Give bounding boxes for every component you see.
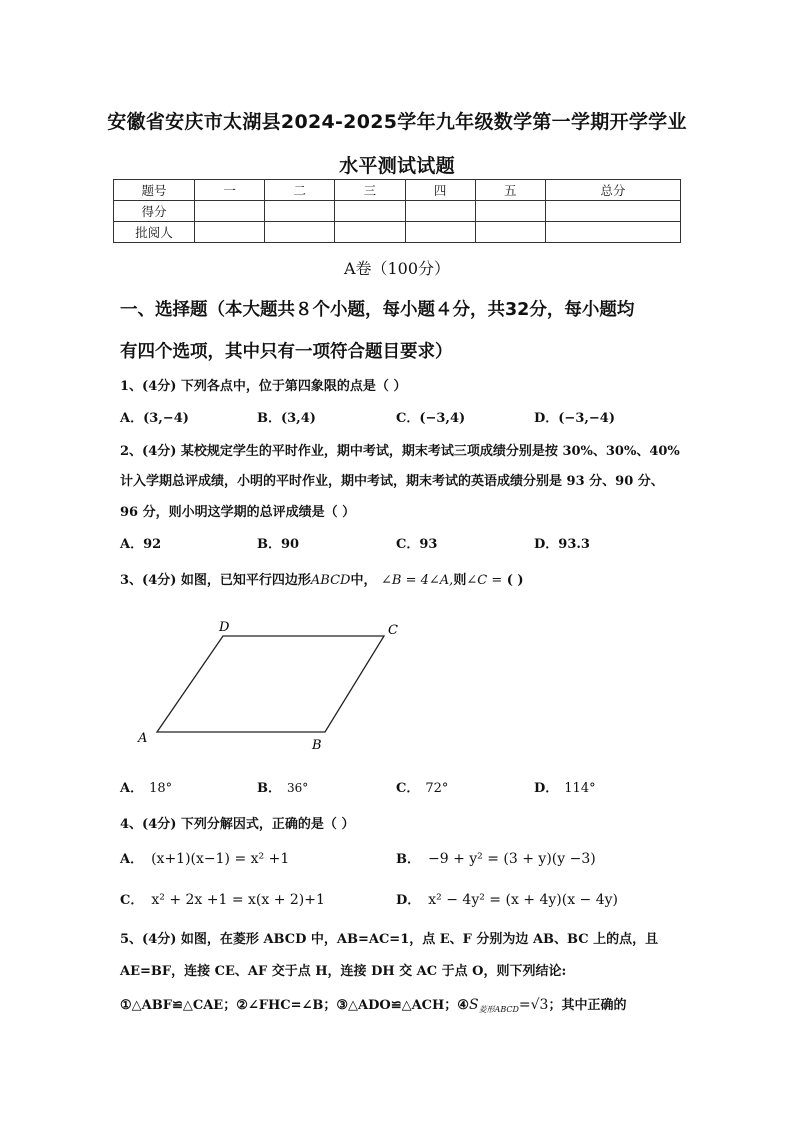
q1-option-b[interactable]: B．(3,4) bbox=[257, 411, 316, 426]
q2-option-b[interactable]: B．90 bbox=[257, 537, 300, 552]
q5-stem-end: ；其中正确的 bbox=[548, 998, 627, 1013]
q1-option-c[interactable]: C．(−3,4) bbox=[396, 411, 466, 426]
q3-condition: ∠B = 4∠A, bbox=[381, 573, 454, 588]
q4-option-c[interactable] bbox=[120, 889, 325, 908]
grader-cell[interactable] bbox=[265, 222, 335, 243]
score-cell[interactable] bbox=[405, 201, 475, 222]
vertex-label-d: D bbox=[219, 620, 230, 635]
q3-stem-mid: 中， bbox=[350, 573, 377, 588]
area-value: =√3 bbox=[518, 997, 549, 1013]
q3-stem-prefix: 3、(4分) 如图，已知平行四边形 bbox=[120, 573, 311, 588]
option-letter: D． bbox=[396, 893, 421, 908]
grader-cell[interactable] bbox=[475, 222, 545, 243]
section1-heading-line1: 一、选择题（本大题共８个小题，每小题４分，共32分，每小题均 bbox=[120, 300, 635, 320]
q3-stem-end: ( ) bbox=[506, 573, 524, 588]
score-cell[interactable] bbox=[265, 201, 335, 222]
q2-stem-line1: 2、(4分) 某校规定学生的平时作业，期中考试，期末考试三项成绩分别是按 30%、30%、40% bbox=[120, 444, 680, 459]
option-letter: C． bbox=[396, 781, 420, 796]
vertex-label-a: A bbox=[138, 731, 148, 746]
score-cell[interactable] bbox=[475, 201, 545, 222]
q2-option-c[interactable]: C．93 bbox=[396, 537, 438, 552]
q2-option-a[interactable]: A．92 bbox=[120, 537, 162, 552]
q2-stem-line3: 96 分，则小明这学期的总评成绩是（ ） bbox=[120, 505, 356, 520]
q5-stem-line2: AE=BF，连接 CE、AF 交于点 H，连接 DH 交 AC 于点 O，则下列结论: bbox=[120, 964, 567, 979]
q1-option-d[interactable]: D．(−3,−4) bbox=[534, 411, 615, 426]
score-header-1: 一 bbox=[195, 180, 265, 201]
score-table-row bbox=[114, 222, 681, 243]
score-table-header-row bbox=[114, 180, 681, 201]
score-cell[interactable] bbox=[195, 201, 265, 222]
grader-cell[interactable] bbox=[195, 222, 265, 243]
q1-option-a[interactable]: A．(3,−4) bbox=[120, 411, 189, 426]
q4-option-a[interactable] bbox=[120, 848, 289, 867]
score-header-2: 二 bbox=[265, 180, 335, 201]
vertex-label-c: C bbox=[388, 623, 398, 638]
score-header-4: 四 bbox=[405, 180, 475, 201]
option-expression: (x+1)(x−1) = x² +1 bbox=[151, 851, 290, 867]
grader-row-label: 批阅人 bbox=[114, 222, 195, 243]
q3-option-c[interactable] bbox=[396, 777, 448, 796]
q1-stem: 1、(4分) 下列各点中，位于第四象限的点是（ ） bbox=[120, 379, 407, 394]
q3-option-b[interactable] bbox=[257, 777, 308, 796]
option-value: 18° bbox=[149, 781, 173, 796]
option-value: 72° bbox=[425, 781, 449, 796]
q5-stem-line1: 5、(4分) 如图，在菱形 ABCD 中，AB=AC=1，点 E、F 分别为边 AB、BC 上的点，且 bbox=[120, 932, 659, 947]
score-header-5: 五 bbox=[475, 180, 545, 201]
option-value: 114° bbox=[564, 781, 596, 796]
grader-cell[interactable] bbox=[545, 222, 680, 243]
document-title-line2: 水平测试试题 bbox=[339, 155, 455, 177]
score-table-row bbox=[114, 201, 681, 222]
option-letter: D． bbox=[534, 781, 559, 796]
volume-label: A卷（100分） bbox=[343, 259, 451, 278]
q3-option-a[interactable] bbox=[120, 777, 172, 796]
score-row-label: 得分 bbox=[114, 201, 195, 222]
q5-stem-line3 bbox=[120, 994, 626, 1015]
parallelogram-figure bbox=[130, 615, 410, 755]
option-letter: A． bbox=[120, 852, 144, 867]
section1-heading-line2: 有四个选项，其中只有一项符合题目要求） bbox=[120, 342, 453, 362]
option-value: 36° bbox=[287, 781, 309, 795]
area-symbol: S bbox=[468, 997, 479, 1013]
vertex-label-b: B bbox=[312, 738, 322, 753]
q5-conclusions: ①△ABF≌△CAE；②∠FHC=∠B；③△ADO≌△ACH；④ bbox=[120, 998, 469, 1013]
option-letter: B． bbox=[396, 852, 420, 867]
document-title-line1: 安徽省安庆市太湖县2024-2025学年九年级数学第一学期开学学业 bbox=[107, 111, 687, 133]
grader-cell[interactable] bbox=[335, 222, 405, 243]
q2-option-d[interactable]: D．93.3 bbox=[534, 537, 590, 552]
option-letter: B． bbox=[257, 781, 281, 796]
option-expression: x² + 2x +1 = x(x + 2)+1 bbox=[151, 892, 325, 908]
score-header-total: 总分 bbox=[545, 180, 680, 201]
score-cell[interactable] bbox=[545, 201, 680, 222]
q2-stem-line2: 计入学期总评成绩，小明的平时作业，期中考试，期末考试的英语成绩分别是 93 分、90 分、 bbox=[120, 474, 664, 489]
score-cell[interactable] bbox=[335, 201, 405, 222]
q3-ask: ∠C = bbox=[466, 573, 503, 588]
score-header-label: 题号 bbox=[114, 180, 195, 201]
option-letter: A． bbox=[120, 781, 144, 796]
option-letter: C． bbox=[120, 893, 144, 908]
q3-stem-then: 则 bbox=[453, 573, 467, 588]
option-expression: −9 + y² = (3 + y)(y −3) bbox=[428, 851, 596, 867]
q4-stem: 4、(4分) 下列分解因式，正确的是（ ） bbox=[120, 817, 355, 832]
grader-cell[interactable] bbox=[405, 222, 475, 243]
area-subscript: 菱形ABCD bbox=[478, 1005, 519, 1014]
score-table bbox=[113, 179, 681, 243]
q3-shape-name: ABCD bbox=[310, 573, 351, 588]
parallelogram-shape bbox=[157, 636, 384, 732]
q4-option-b[interactable] bbox=[396, 848, 596, 867]
option-expression: x² − 4y² = (x + 4y)(x − 4y) bbox=[428, 892, 619, 908]
q3-stem bbox=[120, 569, 524, 588]
q3-option-d[interactable] bbox=[534, 777, 596, 796]
q4-option-d[interactable] bbox=[396, 889, 618, 908]
score-header-3: 三 bbox=[335, 180, 405, 201]
